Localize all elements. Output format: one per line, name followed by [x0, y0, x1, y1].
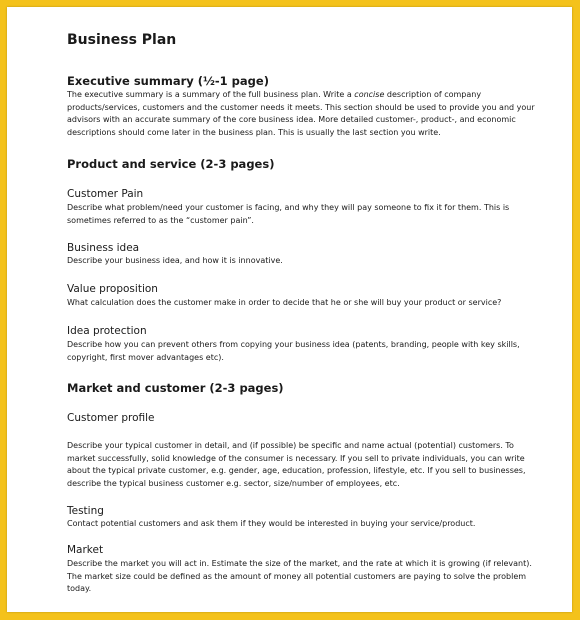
customer-pain-label: Customer Pain [67, 188, 144, 200]
value-proposition-label: Value proposition [67, 283, 158, 295]
value-proposition-text: What calculation does the customer make in order to decide that he or she will buy your product or service? [67, 298, 502, 307]
product-service-heading: Product and service (2-3 pages) [67, 157, 275, 171]
customer-pain-text: Describe what problem/need your customer is facing, and why they will pay someone to fix it for them. This is sometimes referred to as the “customer pain”. [67, 203, 510, 225]
business-idea-label: Business idea [67, 242, 140, 254]
business-idea-text: Describe your business idea, and how it is innovative. [67, 256, 283, 265]
customer-profile-label: Customer profile [67, 412, 155, 424]
document-title: Business Plan [67, 32, 177, 48]
document-page [7, 7, 572, 612]
market-label: Market [67, 544, 104, 556]
idea-protection-label: Idea protection [67, 325, 147, 337]
testing-text: Contact potential customers and ask them if they would be interested in buying your service/product. [67, 519, 476, 528]
concise-emphasis: concise [354, 90, 385, 99]
customer-profile-text: Describe your typical customer in detail, and (if possible) be specific and name actual (potential) customers. To market successfully, solid knowledge of the consumer is necessary. If you sell to private individuals, you can write about the typical private customer, e.g. gender, age, education, profession, lifestyle, etc. If you sell to businesses, describe the typical business customer e.g. sector, size/number of employees, etc. [67, 441, 526, 488]
market-customer-heading: Market and customer (2-3 pages) [67, 381, 284, 395]
testing-label: Testing [67, 505, 104, 517]
market-text: Describe the market you will act in. Estimate the size of the market, and the rate at which it is growing (if relevant). The market size could be defined as the amount of money all potential customers are paying to solve the problem today. [67, 559, 532, 593]
executive-summary-text: The executive summary is a summary of the full business plan. Write a concise description of company products/services, customers and the customer needs it meets. This section should be used to provide you and your advisors with an accurate summary of the core business idea. More detailed customer-, product-, and economic descriptions should come later in the business plan. This is usually the last section you write. [67, 90, 535, 137]
executive-summary-heading: Executive summary (½-1 page) [67, 74, 269, 88]
idea-protection-text: Describe how you can prevent others from copying your business idea (patents, branding, people with key skills, copyright, first mover advantages etc). [67, 340, 520, 362]
